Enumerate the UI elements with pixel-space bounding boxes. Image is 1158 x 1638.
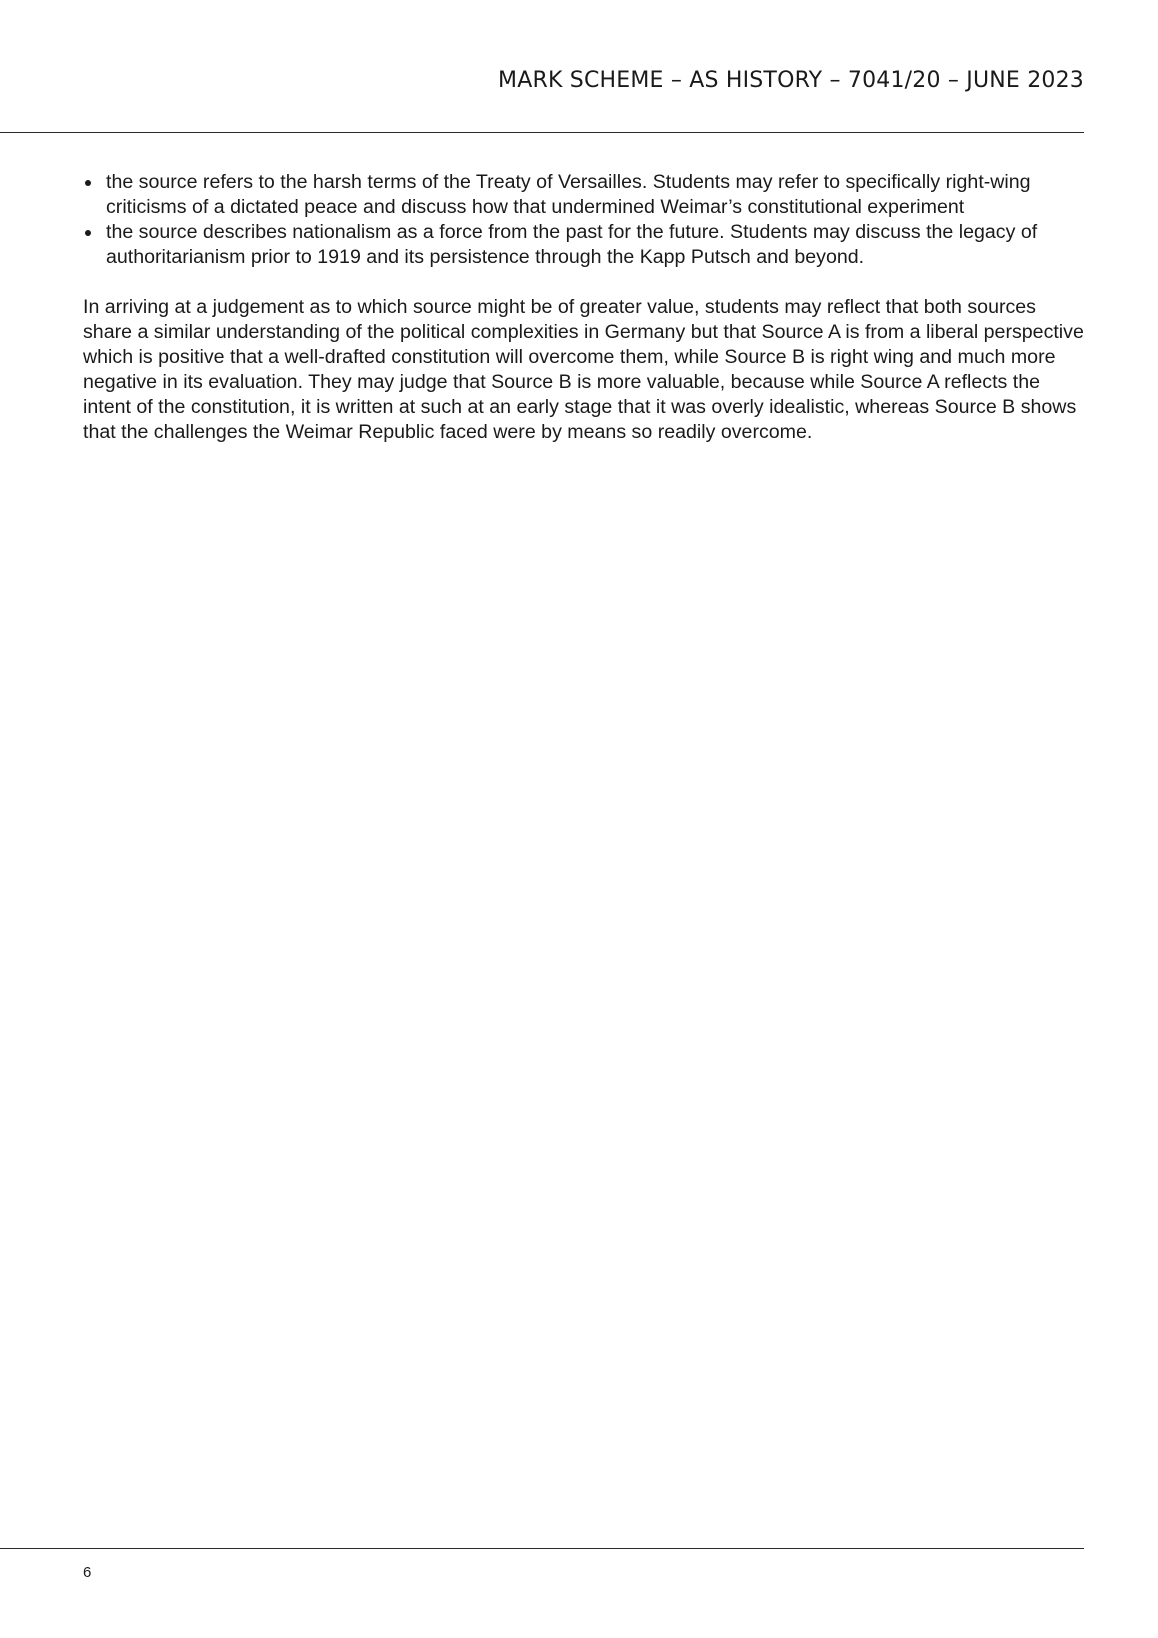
bullet-text: the source refers to the harsh terms of the Treaty of Versailles. Students may refer to specifically right-wing criticisms of a dictated peace and discuss how that undermined Weimar’s constitutional experiment [106, 171, 1031, 218]
bullet-icon [85, 230, 91, 236]
bullet-text: the source describes nationalism as a force from the past for the future. Students may discuss the legacy of authoritarianism prior to 1919 and its persistence through the Kapp Putsch and beyond. [106, 221, 1038, 268]
bullet-icon [85, 180, 91, 186]
document-body [83, 170, 1088, 445]
list-item [83, 170, 1088, 220]
header-divider [0, 132, 1084, 133]
page-number: 6 [83, 1564, 92, 1581]
footer-divider [0, 1548, 1084, 1549]
judgement-paragraph: In arriving at a judgement as to which source might be of greater value, students may reflect that both sources share a similar understanding of the political complexities in Germany but that Source A is from a liberal perspective which is positive that a well-drafted constitution will overcome them, while Source B is right wing and much more negative in its evaluation. They may judge that Source B is more valuable, because while Source A reflects the intent of the constitution, it is written at such at an early stage that it was overly idealistic, whereas Source B shows that the challenges the Weimar Republic faced were by means so readily overcome. [83, 296, 1084, 443]
list-item [83, 220, 1088, 270]
document-header-title: MARK SCHEME – AS HISTORY – 7041/20 – JUNE 2023 [498, 68, 1084, 93]
bullet-list [83, 170, 1088, 270]
